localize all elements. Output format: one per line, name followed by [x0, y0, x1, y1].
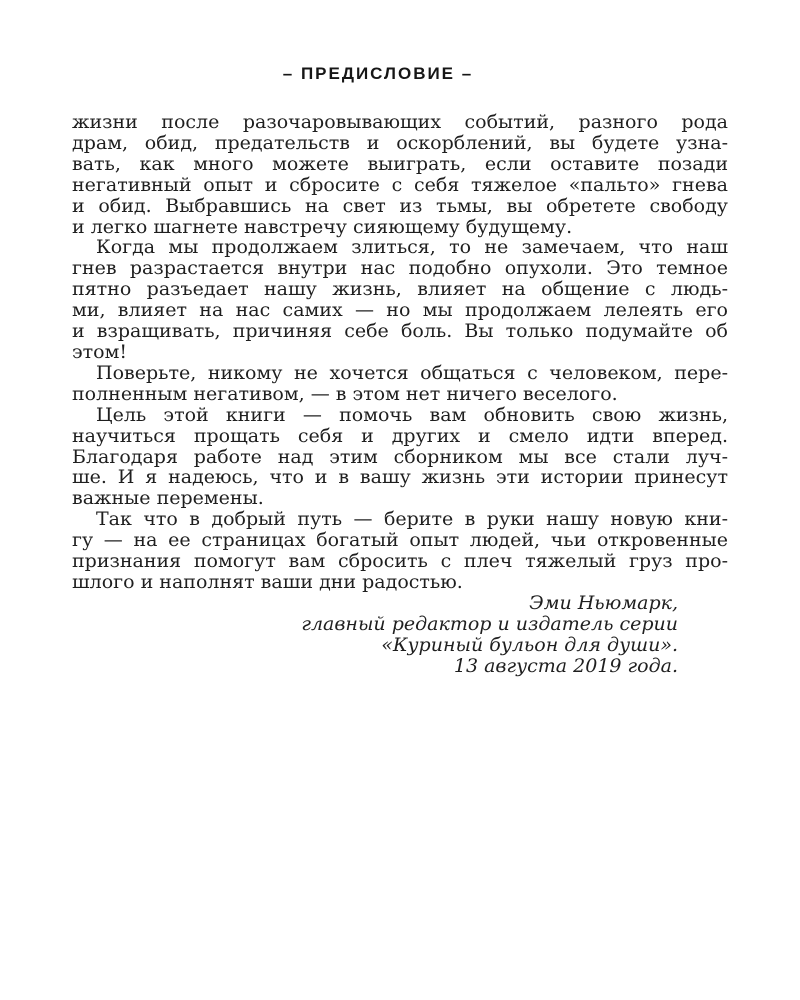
- signature-line: 13 августа 2019 года.: [453, 654, 678, 677]
- text-line: и обид. Выбравшись на свет из тьмы, вы обретете свободу: [72, 194, 728, 217]
- text-line: пятно разъедает нашу жизнь, влияет на общение с людь-: [72, 278, 728, 301]
- paragraph: [72, 509, 728, 593]
- paragraph: [72, 237, 728, 362]
- preface-text: [72, 112, 728, 676]
- signature-line: «Куриный бульон для души».: [381, 633, 678, 656]
- text-line: и взращивать, причиняя себе боль. Вы только подумайте об: [72, 320, 728, 343]
- text-line: Цель этой книги — помочь вам обновить свою жизнь,: [96, 403, 728, 426]
- text-line: Благодаря работе над этим сборником мы все стали луч-: [72, 445, 728, 468]
- text-line: шлого и наполнят ваши дни радостью.: [72, 570, 463, 593]
- text-line: гнев разрастается внутри нас подобно опухоли. Это темное: [72, 257, 728, 280]
- text-line: полненным негативом, — в этом нет ничего веселого.: [72, 382, 618, 405]
- text-line: Так что в добрый путь — берите в руки нашу новую кни-: [96, 508, 728, 531]
- signature-line: Эми Ньюмарк,: [529, 591, 678, 614]
- text-line: вать, как много можете выиграть, если оставите позади: [72, 152, 728, 175]
- text-line: ми, влияет на нас самих — но мы продолжаем лелеять его: [72, 299, 728, 322]
- chapter-title: – ПРЕДИСЛОВИЕ –: [282, 64, 474, 83]
- text-line: негативный опыт и сбросите с себя тяжелое «пальто» гнева: [72, 173, 728, 196]
- text-line: ше. И я надеюсь, что и в вашу жизнь эти истории принесут: [72, 466, 728, 489]
- paragraph: [72, 405, 728, 510]
- text-line: Когда мы продолжаем злиться, то не замечаем, что наш: [96, 236, 728, 259]
- text-line: гу — на ее страницах богатый опыт людей, чьи откровенные: [72, 529, 728, 552]
- paragraph: [72, 112, 728, 237]
- signature-block: [72, 593, 728, 677]
- text-line: важные перемены.: [72, 487, 264, 510]
- text-line: признания помогут вам сбросить с плеч тяжелый груз про-: [72, 550, 728, 573]
- text-line: Поверьте, никому не хочется общаться с человеком, пере-: [96, 361, 728, 384]
- signature-line: главный редактор и издатель серии: [301, 612, 678, 635]
- text-line: научиться прощать себя и других и смело идти вперед.: [72, 424, 728, 447]
- paragraph: [72, 363, 728, 405]
- text-line: драм, обид, предательств и оскорблений, вы будете узна-: [72, 131, 728, 154]
- text-line: этом!: [72, 340, 128, 363]
- text-line: жизни после разочаровывающих событий, разного рода: [72, 111, 728, 133]
- text-line: и легко шагнете навстречу сияющему будущему.: [72, 215, 573, 238]
